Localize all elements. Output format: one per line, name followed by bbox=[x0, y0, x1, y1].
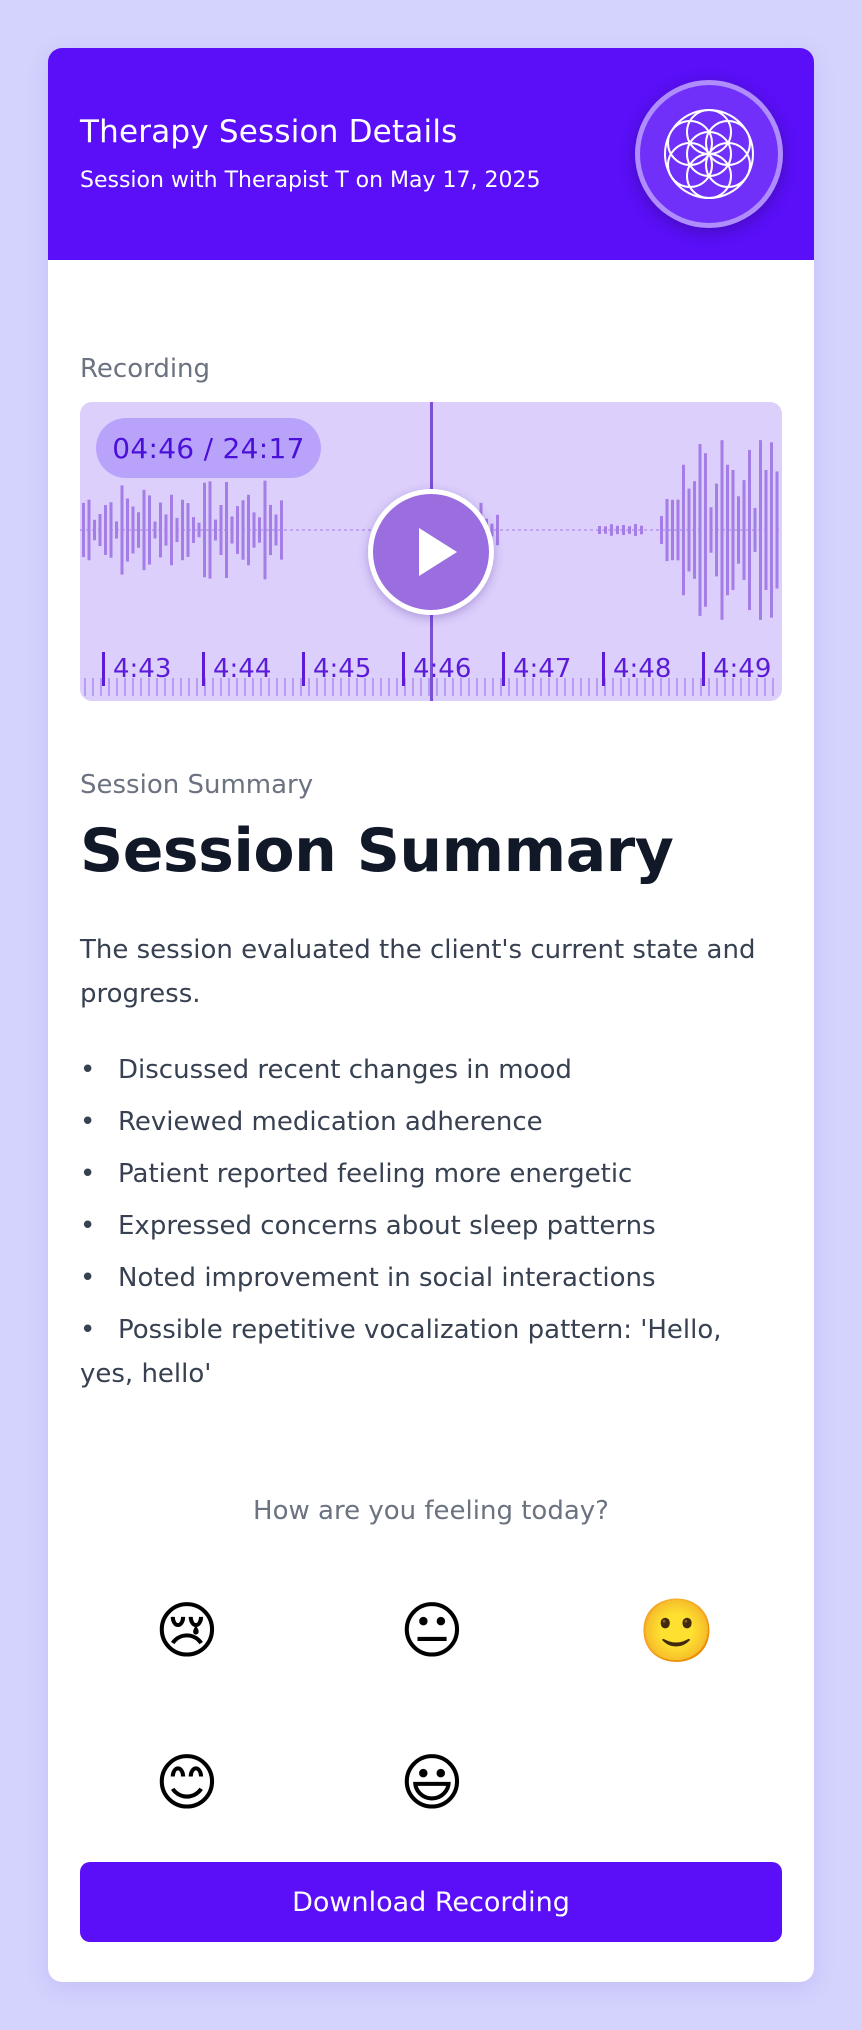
waveform-bar bbox=[275, 515, 278, 546]
neutral-face-icon[interactable]: 😐 bbox=[399, 1594, 465, 1667]
timeline-tick-label: 4:46 bbox=[402, 652, 471, 686]
waveform-bar bbox=[203, 483, 206, 578]
waveform-bar bbox=[187, 503, 190, 557]
waveform-bar bbox=[148, 495, 151, 564]
waveform-bar bbox=[743, 480, 746, 580]
waveform-bar bbox=[132, 507, 135, 554]
flower-of-life-icon bbox=[635, 80, 783, 228]
timeline[interactable] bbox=[80, 652, 782, 701]
timeline-tick-label: 4:49 bbox=[702, 652, 771, 686]
play-icon bbox=[373, 494, 489, 610]
waveform-bar bbox=[247, 495, 250, 565]
mood-question: How are you feeling today? bbox=[253, 1496, 609, 1526]
waveform-bar bbox=[666, 499, 669, 561]
waveform-bar bbox=[110, 502, 113, 558]
list-item-text: Noted improvement in social interactions bbox=[118, 1263, 656, 1293]
waveform-bar bbox=[220, 505, 223, 555]
waveform-bar bbox=[99, 514, 102, 546]
waveform-bar bbox=[198, 523, 201, 538]
waveform-bar bbox=[253, 512, 256, 547]
waveform-bar bbox=[671, 500, 674, 560]
waveform-bar bbox=[264, 481, 267, 580]
crying-face-icon[interactable]: 😢 bbox=[154, 1594, 220, 1667]
waveform-bar bbox=[104, 505, 107, 555]
waveform-bar bbox=[628, 526, 631, 534]
waveform-bar bbox=[137, 512, 140, 548]
waveform-bar bbox=[115, 521, 118, 538]
header bbox=[48, 48, 814, 260]
waveform-bar bbox=[82, 503, 85, 557]
waveform-bar bbox=[732, 470, 735, 590]
slightly-smiling-face-icon[interactable]: 🙂 bbox=[638, 1594, 716, 1667]
waveform-bar bbox=[737, 496, 740, 563]
waveform-bar bbox=[721, 440, 724, 620]
waveform-bar bbox=[604, 526, 607, 533]
waveform-bar bbox=[682, 465, 685, 596]
play-button[interactable] bbox=[368, 489, 494, 615]
waveform-bar bbox=[159, 503, 162, 558]
session-card bbox=[48, 48, 814, 1982]
waveform-bar bbox=[710, 507, 713, 552]
download-recording-button[interactable]: Download Recording bbox=[80, 1862, 782, 1942]
waveform-bar bbox=[93, 520, 96, 540]
waveform-bar bbox=[770, 442, 773, 617]
waveform-bar bbox=[236, 506, 239, 554]
summary-text: The session evaluated the client's current state and progress. bbox=[80, 935, 756, 1009]
list-item: • Patient reported feeling more energetic bbox=[80, 1159, 633, 1189]
list-item-text: Possible repetitive vocalization pattern: 'Hello, yes, hello' bbox=[80, 1315, 722, 1389]
waveform-bar bbox=[715, 484, 718, 577]
waveform-bar bbox=[176, 518, 179, 542]
waveform-bar bbox=[688, 489, 691, 572]
waveform-bar bbox=[192, 517, 195, 543]
waveform-bar bbox=[622, 525, 625, 535]
summary-label: Session Summary bbox=[80, 770, 314, 800]
waveform-bar bbox=[640, 526, 643, 535]
grinning-face-icon[interactable]: 😃 bbox=[399, 1746, 465, 1819]
waveform-bar bbox=[759, 440, 762, 620]
waveform-bar bbox=[754, 508, 757, 552]
waveform-bar bbox=[776, 471, 779, 588]
timeline-tick-label: 4:45 bbox=[302, 652, 371, 686]
page-title: Therapy Session Details bbox=[80, 114, 458, 150]
waveform-bar bbox=[269, 505, 272, 555]
waveform-bar bbox=[165, 514, 168, 545]
waveform-bar bbox=[616, 526, 619, 534]
waveform-bar bbox=[634, 524, 637, 536]
waveform-bar bbox=[660, 516, 663, 544]
waveform-bar bbox=[258, 517, 261, 542]
waveform-bar bbox=[598, 526, 601, 534]
waveform-bar bbox=[209, 481, 212, 578]
list-item: • Possible repetitive vocalization pattern: 'Hello, yes, hello' bbox=[80, 1315, 722, 1389]
waveform-bar bbox=[280, 500, 283, 559]
timeline-tick-label: 4:47 bbox=[502, 652, 571, 686]
waveform-bar bbox=[170, 495, 173, 565]
summary-title: Session Summary bbox=[80, 816, 674, 886]
waveform-bar bbox=[726, 465, 729, 596]
time-display: 04:46 / 24:17 bbox=[96, 418, 321, 478]
session-subtitle: Session with Therapist T on May 17, 2025 bbox=[80, 168, 541, 193]
list-item: • Expressed concerns about sleep patterns bbox=[80, 1211, 656, 1241]
timeline-tick-label: 4:43 bbox=[102, 652, 171, 686]
smiling-face-icon[interactable]: 😊 bbox=[154, 1746, 220, 1819]
summary-list bbox=[80, 1048, 780, 1404]
waveform-bar bbox=[154, 522, 157, 539]
timeline-tick-label: 4:44 bbox=[202, 652, 271, 686]
list-item-text: Discussed recent changes in mood bbox=[118, 1055, 572, 1085]
waveform-bar bbox=[496, 515, 499, 545]
waveform-bar bbox=[126, 498, 129, 561]
list-item: • Noted improvement in social interactions bbox=[80, 1263, 656, 1293]
list-item-text: Expressed concerns about sleep patterns bbox=[118, 1211, 656, 1241]
audio-player[interactable] bbox=[80, 402, 782, 701]
waveform-bar bbox=[143, 490, 146, 570]
waveform-bar bbox=[748, 450, 751, 610]
list-item: • Reviewed medication adherence bbox=[80, 1107, 543, 1137]
list-item-text: Reviewed medication adherence bbox=[118, 1107, 543, 1137]
waveform-bar bbox=[699, 444, 702, 616]
waveform-bar bbox=[88, 500, 91, 560]
waveform-bar bbox=[704, 453, 707, 607]
timeline-tick-label: 4:48 bbox=[602, 652, 671, 686]
waveform-bar bbox=[214, 520, 217, 541]
waveform-bar bbox=[677, 500, 680, 561]
waveform-bar bbox=[610, 524, 613, 536]
list-item-text: Patient reported feeling more energetic bbox=[118, 1159, 633, 1189]
waveform-bar bbox=[121, 485, 124, 574]
recording-label: Recording bbox=[80, 354, 211, 384]
waveform-bar bbox=[231, 516, 234, 543]
waveform-bar bbox=[181, 500, 184, 560]
waveform-bar bbox=[225, 482, 228, 578]
waveform-bar bbox=[242, 500, 245, 560]
waveform-bar bbox=[765, 470, 768, 590]
waveform-bar bbox=[693, 481, 696, 579]
list-item: • Discussed recent changes in mood bbox=[80, 1055, 572, 1085]
